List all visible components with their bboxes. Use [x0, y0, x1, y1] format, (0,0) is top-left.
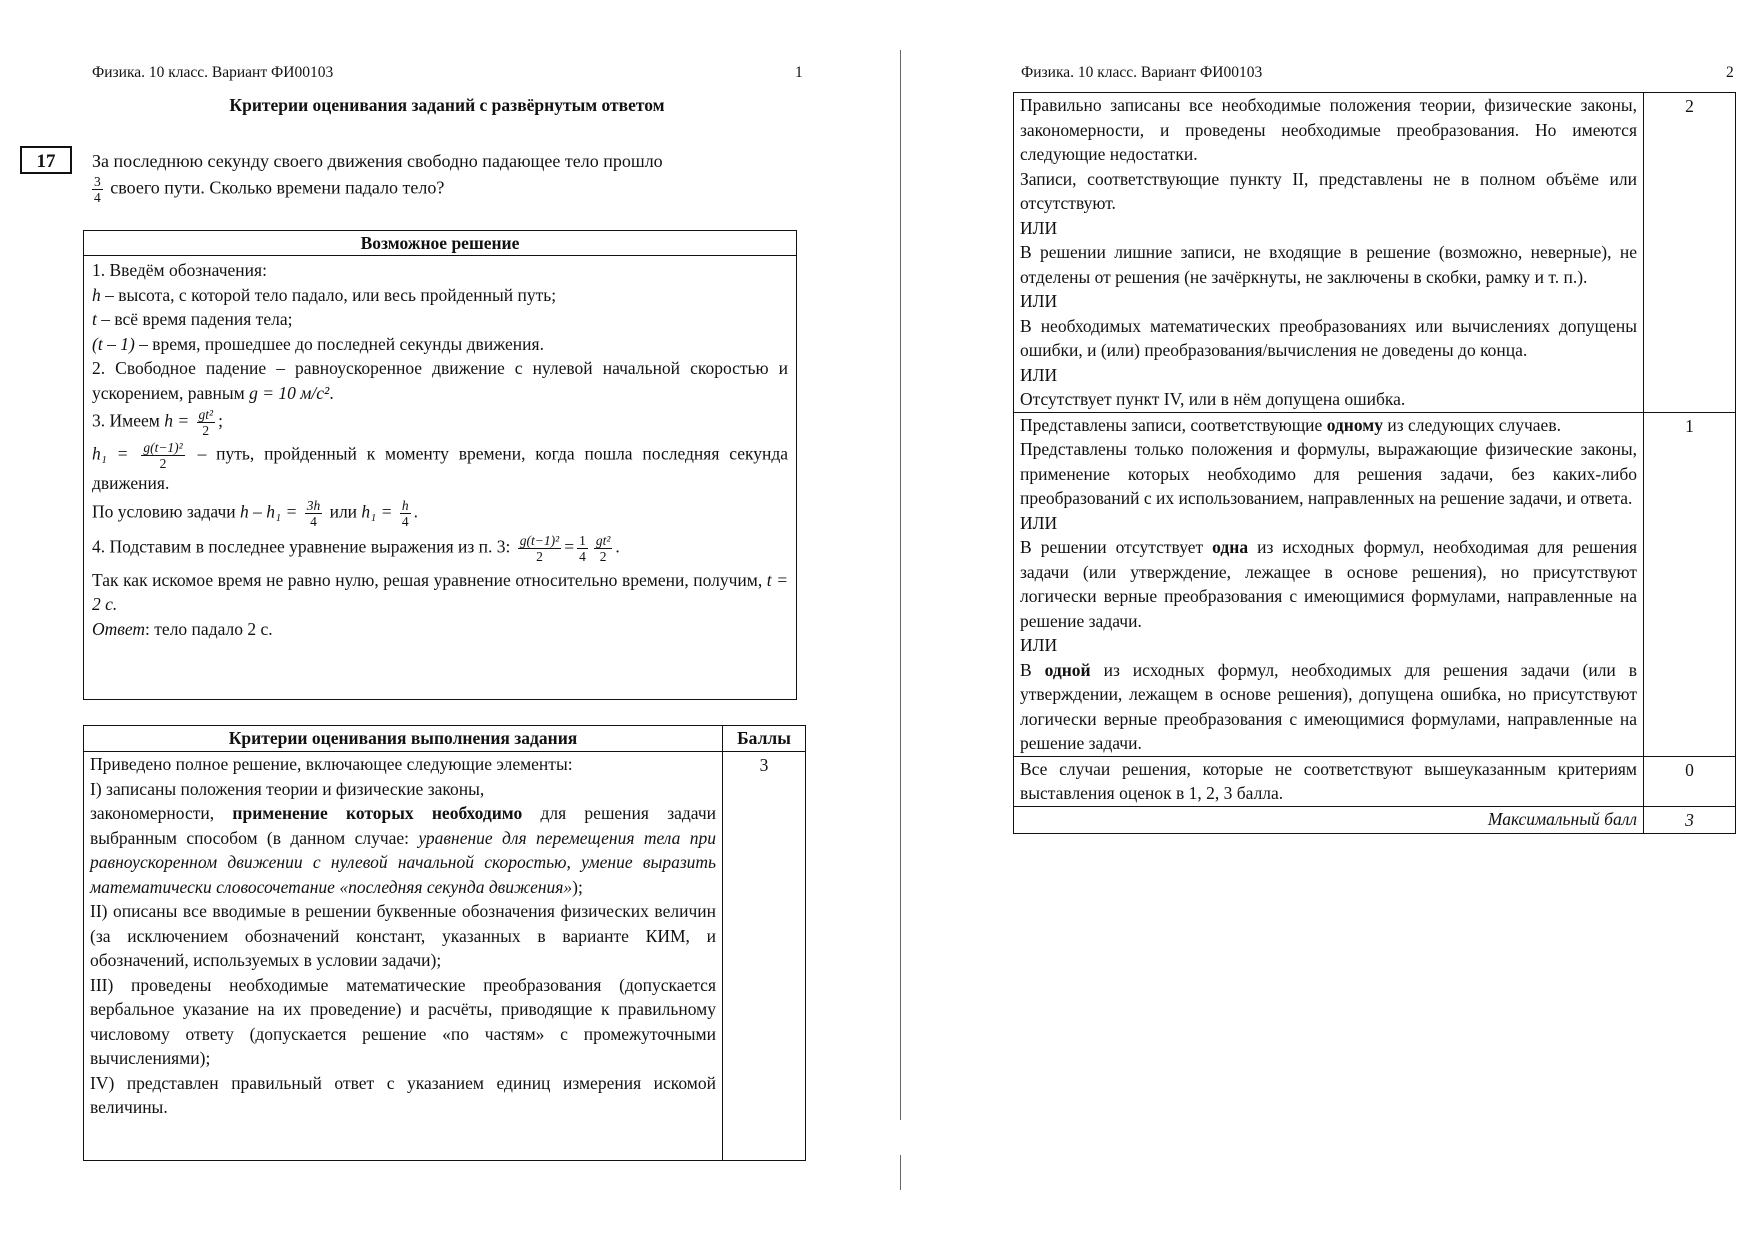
solution-step1c: (t – 1) – время, прошедшее до последней секунды движения. — [92, 333, 544, 354]
solution-heading: Возможное решение — [84, 231, 796, 256]
criteria-row-0 — [1014, 756, 1736, 806]
solution-body — [84, 256, 796, 641]
page1-header: Физика. 10 класс. Вариант ФИ00103 — [92, 64, 334, 81]
row3-item4: IV) представлен правильный ответ с указанием единиц измерения искомой величины. — [90, 1072, 716, 1117]
page-divider-bottom — [900, 1155, 901, 1190]
solution-step4: 4. Подставим в последнее уравнение выражения из п. 3: $\frac{\text{g(t−1)²}}{2}$ = $\frac{1}{4}$ $\frac{\text{gt²}}{2}$ . — [92, 532, 620, 564]
task-text-after: своего пути. Сколько времени падало тело? — [110, 177, 445, 198]
task-fraction — [92, 174, 103, 205]
row1-case2: В решении отсутствует одна из исходных формул, необходимая для решения задачи (или утверждение, лежащее в основе решения), но присутствуют логически верные преобразования с имеющимися формулами, направленные на решение задачи. — [1020, 537, 1637, 631]
criteria-column-header: Критерии оценивания выполнения задания — [84, 726, 723, 752]
criteria-table-right — [1013, 92, 1736, 929]
row3-item1: I) записаны положения теории и физические законы, — [90, 778, 485, 799]
row2-case2: В решении лишние записи, не входящие в решение (возможно, неверные), не отделены от решения (не зачёркнуты, не заключены в скобки, рамку и т. п.). — [1020, 242, 1637, 287]
criteria-table-continued — [1013, 92, 1736, 834]
task-question — [92, 148, 802, 205]
row1-or2: ИЛИ — [1020, 635, 1058, 655]
row1-score: 1 — [1644, 412, 1736, 756]
criteria-row-3 — [84, 752, 806, 1161]
page2-header: Физика. 10 класс. Вариант ФИ00103 — [1021, 64, 1263, 81]
criteria-table — [83, 725, 806, 1161]
row1-or1: ИЛИ — [1020, 512, 1058, 533]
row2-or2: ИЛИ — [1020, 291, 1058, 311]
page-title: Критерии оценивания заданий с развёрнутым ответом — [229, 95, 665, 115]
row0-text: Все случаи решения, которые не соответствуют вышеуказанным критериям выставления оценок в 1, 2, 3 балла. — [1014, 756, 1644, 806]
solution-step1b: t – всё время падения тела; — [92, 309, 293, 329]
criteria-row-1 — [1014, 412, 1736, 756]
solution-step1a: h – высота, с которой тело падало, или весь пройденный путь; — [92, 284, 557, 305]
page2-number: 2 — [1726, 64, 1734, 81]
row3-score: 3 — [723, 752, 806, 1161]
task-number: 17 — [20, 146, 72, 174]
row2-case3: В необходимых математических преобразованиях или вычислениях допущены ошибки, и (или) преобразования/вычисления не доведены до конца. — [1020, 315, 1637, 360]
page-divider-top — [900, 50, 901, 1120]
row2-text: Правильно записаны все необходимые положения теории, физические законы, закономерности, и проведены необходимые преобразования. Но имеются следующие недостатки. — [1020, 95, 1637, 164]
solution-box — [83, 230, 797, 700]
solution-step3b: h₁ = $\frac{\text{g(t−1)²}}{2}$ – путь, пройденный к моменту времени, когда пошла последняя секунда движения. — [92, 440, 788, 493]
max-score-value: 3 — [1644, 806, 1736, 834]
row2-case1: Записи, соответствующие пункту II, представлены не в полном объёме или отсутствуют. — [1020, 168, 1637, 213]
row1-case3: В одной из исходных формул, необходимых для решения задачи (или в утверждении, лежащем в основе решения), допущена ошибка, но присутствуют логически верные преобразования с имеющимися формулами, направленные на решение задачи. — [1020, 659, 1637, 753]
row2-or3: ИЛИ — [1020, 364, 1058, 385]
task-fraction-num: 3 — [94, 174, 101, 189]
row2-or1: ИЛИ — [1020, 217, 1058, 238]
solution-step2: 2. Свободное падение – равноускоренное движение с нулевой начальной скоростью и ускорением, равным g = 10 м/с². — [92, 358, 788, 403]
row3-intro: Приведено полное решение, включающее следующие элементы: — [90, 754, 573, 774]
row2-case4: Отсутствует пункт IV, или в нём допущена ошибка. — [1020, 389, 1406, 409]
criteria-row-max — [1014, 806, 1736, 834]
solution-condition: По условию задачи h – h₁ = $\frac{3h}{4}$ или h₁ = $\frac{h}{4}$ . — [92, 497, 418, 529]
solution-step5: Так как искомое время не равно нулю, решая уравнение относительно времени, получим, t = 2 с. — [92, 569, 789, 614]
row1-case1: Представлены только положения и формулы, выражающие физические законы, применение которых необходимо для решения задачи, без каких-либо преобразований с их использованием, направленных на решение задачи, и ответа. — [1020, 439, 1637, 508]
row1-intro: Представлены записи, соответствующие одному из следующих случаев. — [1020, 414, 1561, 435]
solution-step3: 3. Имеем h = $\frac{\text{gt²}}{2}$ ; — [92, 407, 223, 438]
solution-answer: Ответ: тело падало 2 с. — [92, 618, 273, 639]
page1-number: 1 — [795, 64, 803, 81]
row3-item2: II) описаны все вводимые в решении буквенные обозначения физических величин (за исключением обозначений констант, указанных в варианте КИМ, и обозначений, используемых в условии задачи); — [90, 901, 716, 970]
criteria-row-2 — [1014, 93, 1736, 413]
solution-step1: 1. Введём обозначения: — [92, 260, 267, 280]
row0-score: 0 — [1644, 756, 1736, 806]
points-column-header: Баллы — [723, 726, 806, 752]
task-text-before: За последнюю секунду своего движения свободно падающее тело прошло — [92, 151, 663, 171]
task-fraction-den: 4 — [94, 190, 101, 205]
row3-item3: III) проведены необходимые математические преобразования (допускается вербальное указание на их проведение) и расчёты, приводящие к правильному числовому ответу (допускается решение «по частям» с промежуточными вычислениями); — [90, 974, 716, 1068]
row2-score: 2 — [1644, 93, 1736, 413]
max-score-label: Максимальный балл — [1014, 806, 1644, 834]
criteria-table-left — [83, 725, 806, 1168]
row3-item1-cont: закономерности, применение которых необходимо для решения задачи выбранным способом (в данном случае: уравнение для перемещения тела при равноускоренном движении с нулевой начальной скоростью, умение выразить математически словосочетание «последняя секунда движения»); — [90, 803, 717, 897]
